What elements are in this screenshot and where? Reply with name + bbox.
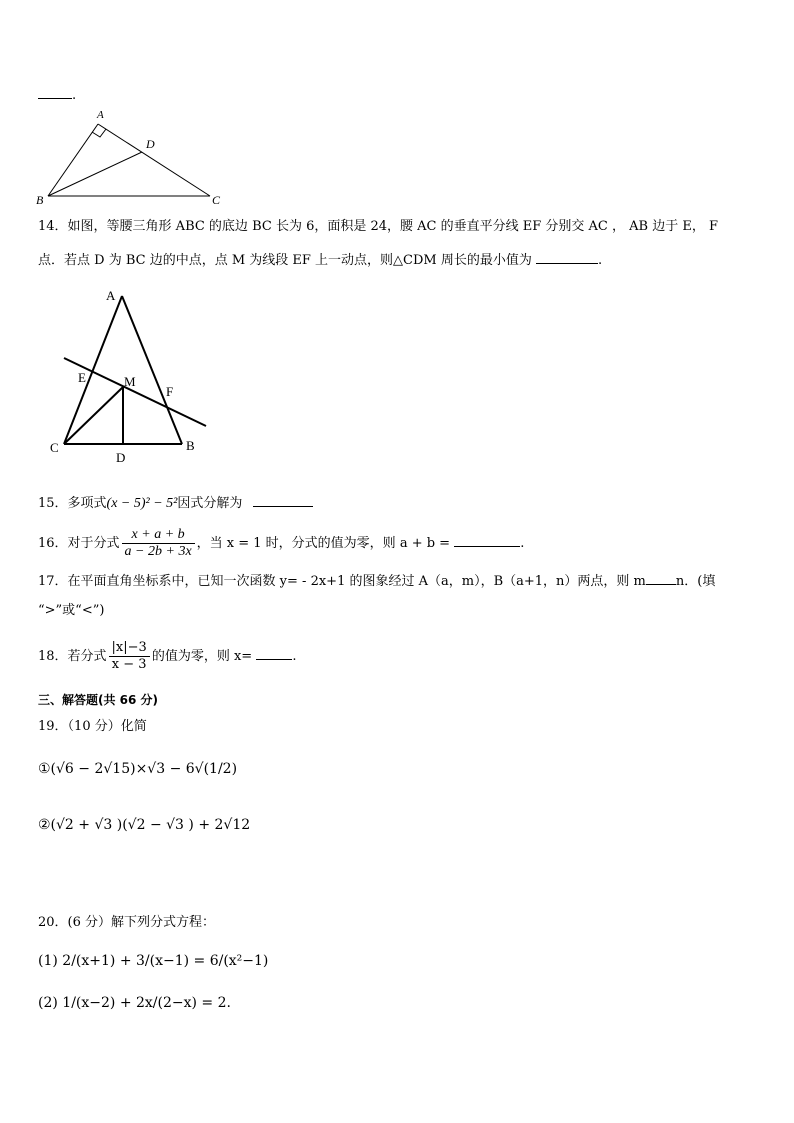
label-E: E <box>78 370 86 385</box>
q20-part1: (1) 2/(x+1) + 3/(x−1) = 6/(x²−1) <box>38 953 269 969</box>
prev-answer-blank-line: . <box>38 86 76 105</box>
section-3-title: 三、解答题(共 66 分) <box>38 693 159 707</box>
answer-blank[interactable] <box>536 251 598 264</box>
answer-blank[interactable] <box>253 494 313 507</box>
figure-13-right-triangle <box>30 104 230 208</box>
label-C: C <box>212 193 221 207</box>
label-M: M <box>124 374 136 389</box>
label-A: A <box>97 109 104 121</box>
q18-fraction: $\frac{|x|-3}{x - 3}$ <box>109 640 150 673</box>
q19-part1: ①(√6 − 2√15)×√3 − 6√(1/2) <box>38 761 238 777</box>
q19-part2: ②(√2 + √3 )(√2 − √3 ) + 2√12 <box>38 817 251 833</box>
label-C: C <box>50 440 59 455</box>
q19-title: 19．（10 分）化简 <box>38 719 147 734</box>
q14-line1: 14．如图，等腰三角形 ABC 的底边 BC 长为 6，面积是 24，腰 AC 的垂直平分线 EF 分别交 AC ， AB 边于 E， F <box>38 219 718 234</box>
figure-14-isosceles-triangle <box>44 286 214 466</box>
q20-part2: (2) 1/(x−2) + 2x/(2−x) = 2. <box>38 995 231 1011</box>
label-F: F <box>166 384 174 399</box>
q20-title: 20．(6 分）解下列分式方程： <box>38 915 216 930</box>
label-D: D <box>116 450 126 465</box>
q15: 15．多项式(x − 5)² − 5²因式分解为 <box>38 494 313 513</box>
q14-line2: 点．若点 D 为 BC 边的中点，点 M 为线段 EF 上一动点，则△CDM 周长的最小值为 . <box>38 253 603 268</box>
answer-blank[interactable] <box>646 572 676 585</box>
answer-blank[interactable] <box>454 534 520 547</box>
q17-line1: 17．在平面直角坐标系中，已知一次函数 y= - 2x+1 的图象经过 A（a，m），B（a+1，n）两点，则 m n．(填 <box>38 574 716 589</box>
q16-fraction: $\frac{x + a + b}{a - 2b + 3x}$ <box>122 527 195 560</box>
label-A: A <box>106 288 116 303</box>
q17-line2: “>”或“<”) <box>38 603 105 618</box>
q16: 16．对于分式 $\frac{x + a + b}{a - 2b + 3x}$ ，当 x = 1 时，分式的值为零，则 a + b = . <box>38 527 525 559</box>
label-D: D <box>146 137 155 151</box>
label-B: B <box>36 193 44 207</box>
label-B: B <box>186 438 195 453</box>
answer-blank[interactable] <box>38 86 72 99</box>
answer-blank[interactable] <box>256 647 292 660</box>
q18: 18．若分式 $\frac{|x|-3}{x - 3}$ 的值为零，则 x= . <box>38 640 297 672</box>
